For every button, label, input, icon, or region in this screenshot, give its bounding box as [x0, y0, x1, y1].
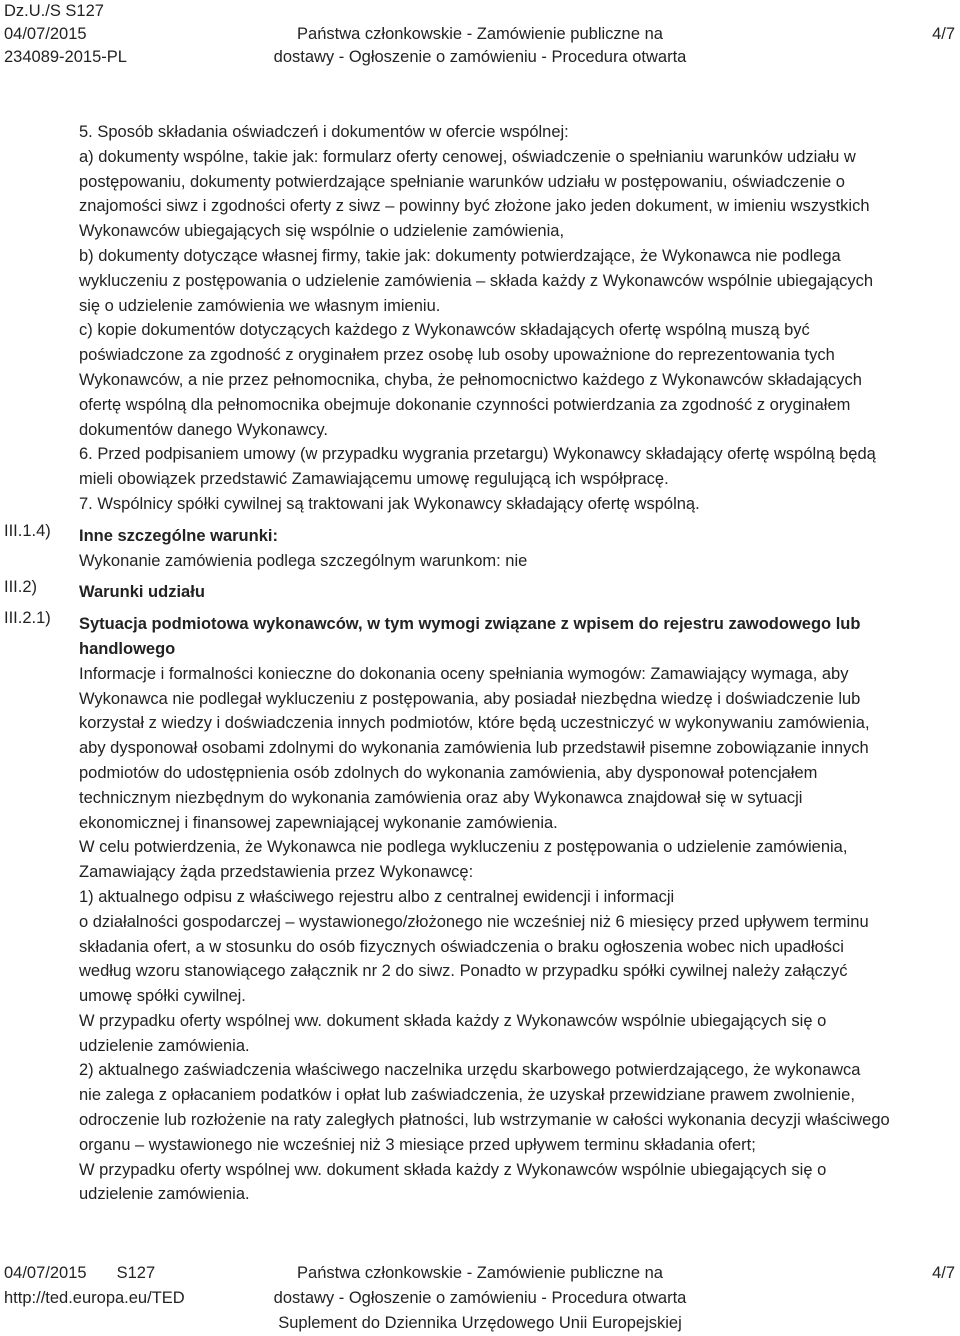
text-line: podmiotów do udostępnienia osób zdolnych do wykonania zamówienia, aby dysponował potencjałem [79, 763, 818, 782]
header-title-line1: Państwa członkowskie - Zamówienie publiczne na [297, 25, 663, 43]
header-title [0, 23, 960, 69]
text-line: Informacje i formalności konieczne do dokonania oceny spełniania wymogów: Zamawiający wymaga, aby [79, 664, 849, 683]
footer-title-line3: Suplement do Dziennika Urzędowego Unii Europejskiej [278, 1314, 682, 1332]
text-line: udzielenie zamówienia. [79, 1185, 250, 1204]
footer-url: http://ted.europa.eu/TED [4, 1289, 185, 1307]
text-line: odroczenie lub rozłożenie na raty zaległych płatności, lub wstrzymanie w całości wykonania decyzji właściwego [79, 1111, 890, 1130]
text-line: 7. Wspólnicy spółki cywilnej są traktowani jak Wykonawcy składający ofertę wspólną. [79, 494, 700, 513]
text-line: poświadczone za zgodność z oryginałem przez osobę lub osoby upoważnione do reprezentowania tych [79, 346, 835, 365]
text-line: 2) aktualnego zaświadczenia właściwego naczelnika urzędu skarbowego potwierdzającego, że wykonawca [79, 1061, 861, 1080]
notice-number: 234089-2015-PL [4, 48, 127, 66]
text-line: postępowaniu, dokumenty potwierdzające spełnianie warunków udziału w postępowaniu, oświadczenie o [79, 172, 845, 191]
footer-title-line2: dostawy - Ogłoszenie o zamówieniu - Procedura otwarta [273, 1289, 687, 1307]
text-line: o działalności gospodarczej – wystawionego/złożonego nie wcześniej niż 6 miesięcy przed upływem terminu [79, 912, 869, 931]
other-conditions-heading: Inne szczególne warunki: [79, 526, 278, 545]
text-line: składania ofert, a w stosunku do osób fizycznych oświadczenia o braku ogłoszenia wobec nich upadłości [79, 937, 844, 956]
text-line: c) kopie dokumentów dotyczących każdego z Wykonawców składających ofertę wspólną muszą być [79, 321, 810, 340]
text-line: dokumentów danego Wykonawcy. [79, 420, 329, 439]
text-line: ofertę wspólną dla pełnomocnika obejmuje dokonanie czynności potwierdzania za zgodność z oryginałem [79, 395, 851, 414]
footer-series: S127 [116, 1264, 156, 1282]
header-page-number: 4/7 [932, 25, 955, 43]
text-line: a) dokumenty wspólne, takie jak: formularz oferty cenowej, oświadczenie o spełnianiu warunków udziału w [79, 147, 856, 166]
other-conditions-text: Wykonanie zamówienia podlega szczególnym warunkom: nie [79, 551, 528, 570]
page-header [0, 0, 960, 70]
text-line: b) dokumenty dotyczące własnej firmy, takie jak: dokumenty potwierdzające, że Wykonawca nie podlega [79, 246, 841, 265]
text-line: korzystał z wiedzy i doświadczenia innych podmiotów, które będą uczestniczyć w wykonywaniu zamówienia, [79, 714, 870, 733]
text-line: W celu potwierdzenia, że Wykonawca nie podlega wykluczeniu z postępowania o udzielenie zamówienia, [79, 838, 848, 857]
text-line: Wykonawców ubiegających się wspólnie o udzielenie zamówienia, [79, 222, 565, 241]
text-line: technicznym niezbędnym do wykonania zamówienia oraz aby Wykonawca znajdował się w sytuacji [79, 788, 803, 807]
text-line: aby dysponował osobami zdolnymi do wykonania zamówienia lub przedstawił pisemne zobowiązanie innych [79, 739, 869, 758]
text-line: znajomości siwz i zgodności oferty z siwz – powinny być złożone jako jeden dokument, w imieniu wszystkich [79, 197, 870, 216]
text-line: nie zalega z opłacaniem podatków i opłat lub zaświadczenia, że uzyskał przewidziane prawem zwolnienie, [79, 1086, 855, 1105]
text-line: Wykonawców, a nie przez pełnomocnika, chyba, że pełnomocnictwo każdego z Wykonawców składających [79, 370, 862, 389]
text-line: ekonomicznej i finansowej zapewniającej wykonanie zamówienia. [79, 813, 558, 832]
text-line: W przypadku oferty wspólnej ww. dokument składa każdy z Wykonawców wspólnie ubiegających się o [79, 1160, 827, 1179]
text-line: 6. Przed podpisaniem umowy (w przypadku wygrania przetargu) Wykonawcy składający ofertę wspólną będą [79, 445, 876, 464]
text-line: się o udzielenie zamówienia we własnym imieniu. [79, 296, 441, 315]
text-line: organu – wystawionego nie wcześniej niż 3 miesiące przed upływem terminu składania ofert; [79, 1135, 756, 1154]
notice-body [79, 120, 949, 1207]
section-label-iii-2: III.2) [4, 578, 38, 596]
text-line: udzielenie zamówienia. [79, 1036, 250, 1055]
text-line: Wykonawca nie podlegał wykluczeniu z postępowania, aby posiadał niezbędna wiedzę i doświadczenie lub [79, 689, 861, 708]
header-title-line2: dostawy - Ogłoszenie o zamówieniu - Procedura otwarta [273, 48, 687, 66]
situation-heading-line: Sytuacja podmiotowa wykonawców, w tym wymogi związane z wpisem do rejestru zawodowego lub [79, 615, 861, 634]
participation-heading: Warunki udziału [79, 583, 205, 602]
joint-offer-section [79, 120, 949, 517]
footer-page-number: 4/7 [932, 1264, 955, 1282]
text-line: wykluczeniu z postępowania o udzielenie zamówienia – składa każdy z Wykonawców wspólnie ubiegających [79, 271, 874, 290]
footer-title [0, 1261, 960, 1336]
text-line: według wzoru stanowiącego załącznik nr 2 do siwz. Ponadto w przypadku spółki cywilnej należy załączyć [79, 962, 848, 981]
section-label-iii-1-4: III.1.4) [4, 522, 51, 540]
text-line: 1) aktualnego odpisu z właściwego rejestru albo z centralnej ewidencji i informacji [79, 887, 675, 906]
text-line: 5. Sposób składania oświadczeń i dokumentów w ofercie wspólnej: [79, 123, 569, 141]
text-line: mieli obowiązek przedstawić Zamawiającemu umowę regulującą ich współpracę. [79, 470, 669, 489]
situation-heading-line: handlowego [79, 639, 176, 658]
situation-section [79, 662, 949, 1208]
page-footer [0, 1261, 960, 1334]
text-line: umowę spółki cywilnej. [79, 987, 246, 1006]
text-line: Zamawiający żąda przedstawienia przez Wykonawcę: [79, 863, 474, 882]
section-label-iii-2-1: III.2.1) [4, 609, 51, 627]
footer-date: 04/07/2015 [4, 1264, 87, 1282]
header-date: 04/07/2015 [4, 25, 87, 43]
journal-ref: Dz.U./S S127 [4, 2, 104, 20]
footer-title-line1: Państwa członkowskie - Zamówienie publiczne na [297, 1264, 663, 1282]
text-line: W przypadku oferty wspólnej ww. dokument składa każdy z Wykonawców wspólnie ubiegających się o [79, 1011, 827, 1030]
